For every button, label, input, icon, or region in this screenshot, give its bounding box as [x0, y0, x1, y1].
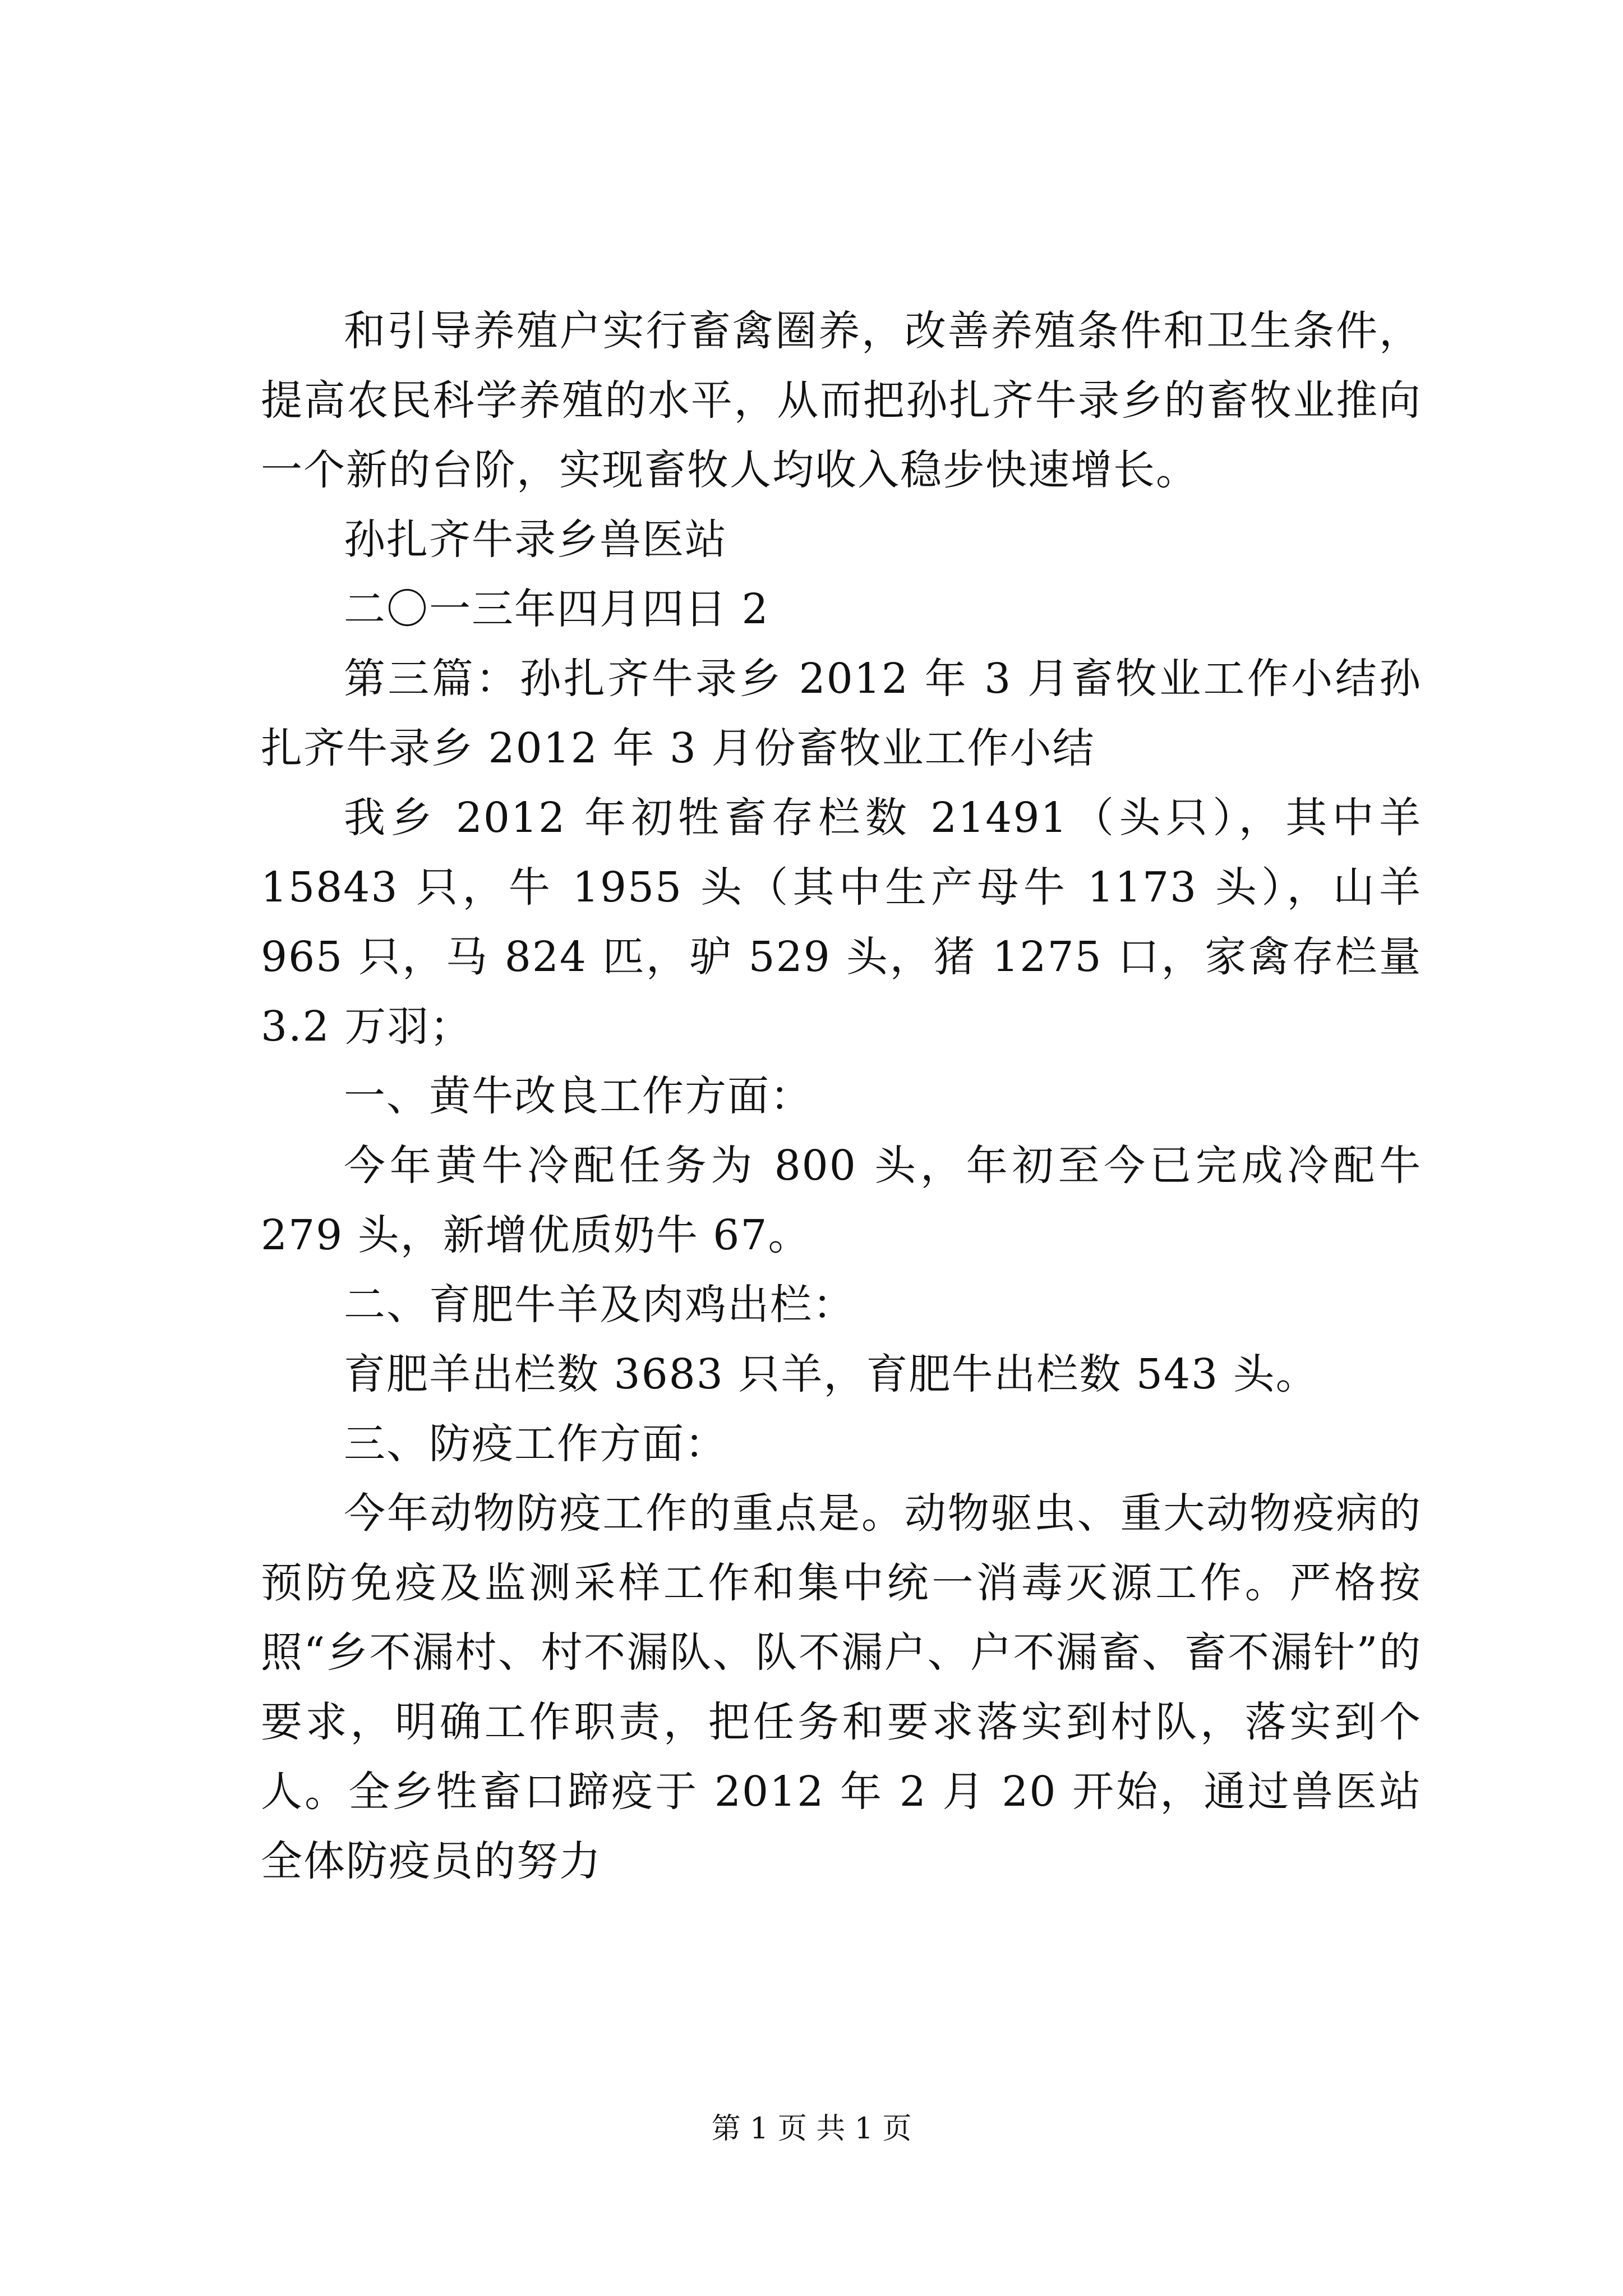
paragraph-livestock-stock: 我乡 2012 年初牲畜存栏数 21491（头只），其中羊 15843 只，牛 1955 头（其中生产母牛 1173 头），山羊 965 只，马 824 匹，驴 529 头，猪 1275 口，家禽存栏量 3.2 万羽； [261, 794, 1422, 1051]
heading-fattening: 二、育肥牛羊及肉鸡出栏： [344, 1281, 855, 1329]
document-body [261, 296, 1422, 1896]
paragraph-cattle-improvement: 今年黄牛冷配任务为 800 头，年初至今已完成冷配牛 279 头，新增优质奶牛 67。 [261, 1142, 1422, 1259]
paragraph-section-title: 第三篇：孙扎齐牛录乡 2012 年 3 月畜牧业工作小结孙扎齐牛录乡 2012 年 3 月份畜牧业工作小结 [261, 655, 1422, 772]
heading-cattle-improvement: 一、黄牛改良工作方面： [344, 1072, 813, 1120]
heading-epidemic-prevention: 三、防疫工作方面： [344, 1420, 727, 1468]
page-footer: 第 1 页 共 1 页 [711, 2112, 912, 2146]
paragraph-signature-date: 二〇一三年四月四日 2 [344, 585, 769, 633]
paragraph-epidemic-prevention: 今年动物防疫工作的重点是。动物驱虫、重大动物疫病的预防免疫及监测采样工作和集中统一消毒灭源工作。严格按照“乡不漏村、村不漏队、队不漏户、户不漏畜、畜不漏针”的要求，明确工作职责，把任务和要求落实到村队，落实到个人。全乡牲畜口蹄疫于 2012 年 2 月 20 开始，通过兽医站全体防疫员的努力 [261, 1489, 1422, 1885]
paragraph-closing-summary: 和引导养殖户实行畜禽圈养，改善养殖条件和卫生条件，提高农民科学养殖的水平，从而把孙扎齐牛录乡的畜牧业推向一个新的台阶，实现畜牧人均收入稳步快速增长。 [261, 307, 1422, 494]
paragraph-fattening: 育肥羊出栏数 3683 只羊，育肥牛出栏数 543 头。 [344, 1350, 1318, 1398]
paragraph-signature-org: 孙扎齐牛录乡兽医站 [344, 516, 727, 564]
